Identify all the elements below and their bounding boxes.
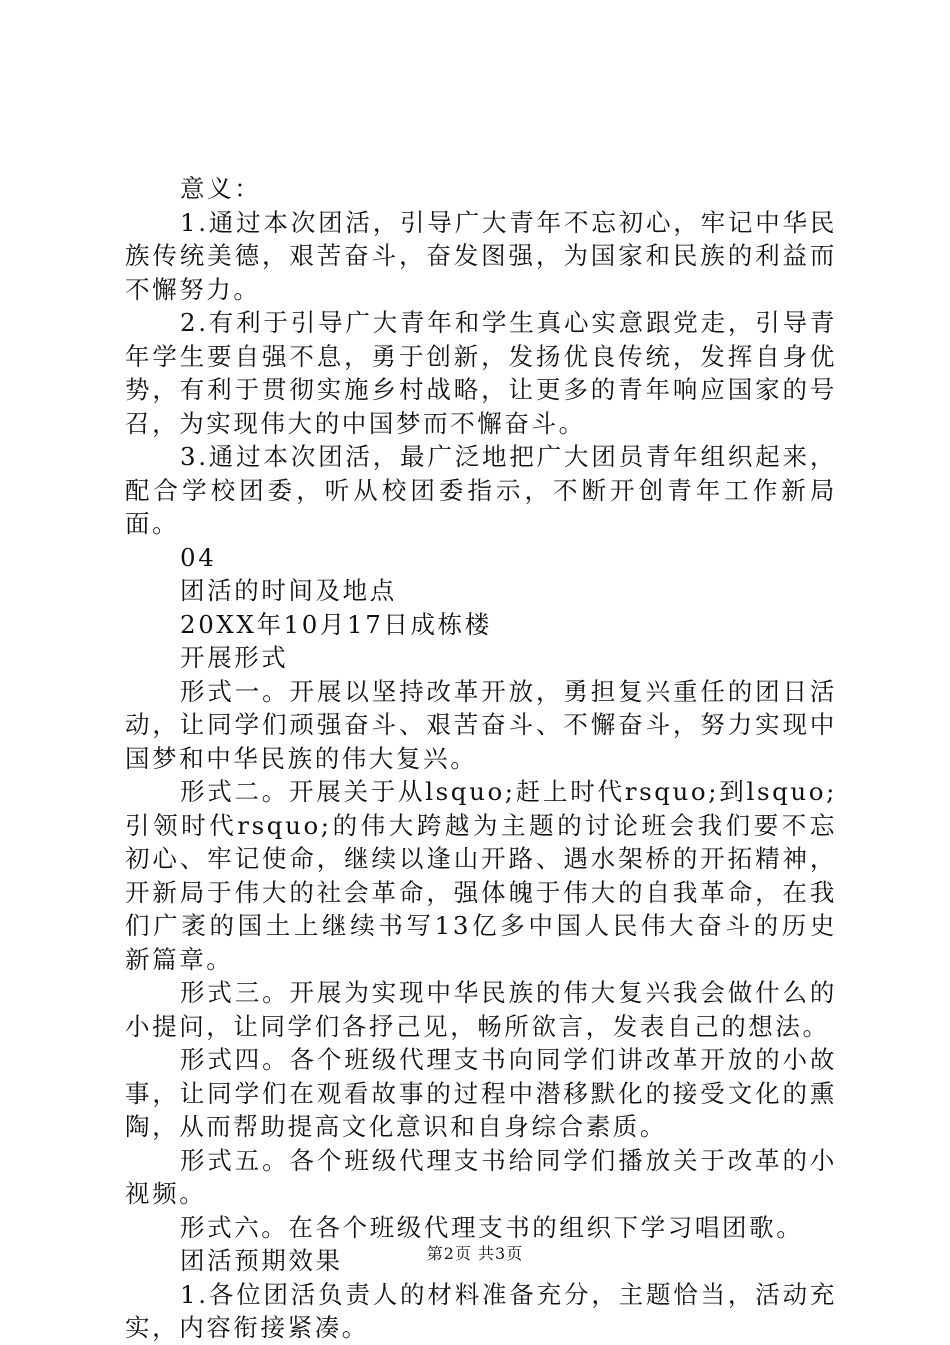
section-heading-format: 开展形式: [180, 643, 289, 672]
paragraph-format-1: 形式一。开展以坚持改革开放，勇担复兴重任的团日活动，让同学们顽强奋斗、艰苦奋斗、不懈奋斗，努力实现中国梦和中华民族的伟大复兴。: [125, 676, 837, 773]
paragraph-heading-significance: 意义：: [180, 174, 262, 203]
page-footer: [0, 1244, 950, 1264]
paragraph-format-2: 形式二。开展关于从lsquo;赶上时代rsquo;到lsquo;引领时代rsquo;的伟大跨越为主题的讨论班会我们要不忘初心、牢记使命，继续以逢山开路、遇水架桥的开拓精神，开新局于伟大的社会革命，强体魄于伟大的自我革命，在我们广袤的国土上继续书写13亿多中国人民伟大奋斗的历史新篇章。: [125, 777, 837, 974]
section-heading-time-place: 团活的时间及地点: [180, 576, 397, 605]
paragraph-date-location: 20XX年10月17日成栋楼: [180, 609, 492, 639]
page-number-label: 第2页 共3页: [426, 1244, 524, 1263]
paragraph-significance-3: 3.通过本次团活，最广泛地把广大团员青年组织起来，配合学校团委，听从校团委指示，不断开创青年工作新局面。: [125, 442, 837, 538]
paragraph-format-5: 形式五。各个班级代理支书给同学们播放关于改革的小视频。: [125, 1145, 837, 1208]
paragraph-format-4: 形式四。各个班级代理支书向同学们讲改革开放的小故事，让同学们在观看故事的过程中潜移默化的接受文化的熏陶，从而帮助提高文化意识和自身综合素质。: [125, 1045, 837, 1141]
paragraph-significance-1: 1.通过本次团活，引导广大青年不忘初心，牢记中华民族传统美德，艰苦奋斗，奋发图强，为国家和民族的利益而不懈努力。: [125, 207, 837, 304]
section-number: 04: [180, 542, 217, 572]
paragraph-format-3: 形式三。开展为实现中华民族的伟大复兴我会做什么的小提问，让同学们各抒己见，畅所欲言，发表自己的想法。: [125, 978, 837, 1041]
document-body: [125, 172, 837, 1345]
paragraph-significance-2: 2.有利于引导广大青年和学生真心实意跟党走，引导青年学生要自强不息，勇于创新，发扬优良传统，发挥自身优势，有利于贯彻实施乡村战略，让更多的青年响应国家的号召，为实现伟大的中国梦而不懈奋斗。: [125, 308, 837, 438]
paragraph-format-6: 形式六。在各个班级代理支书的组织下学习唱团歌。: [180, 1212, 804, 1242]
paragraph-expected-effect-1: 1.各位团活负责人的材料准备充分，主题恰当，活动充实，内容衔接紧凑。: [125, 1279, 837, 1342]
section-heading-expected-effect: 团活预期效果: [180, 1246, 343, 1275]
